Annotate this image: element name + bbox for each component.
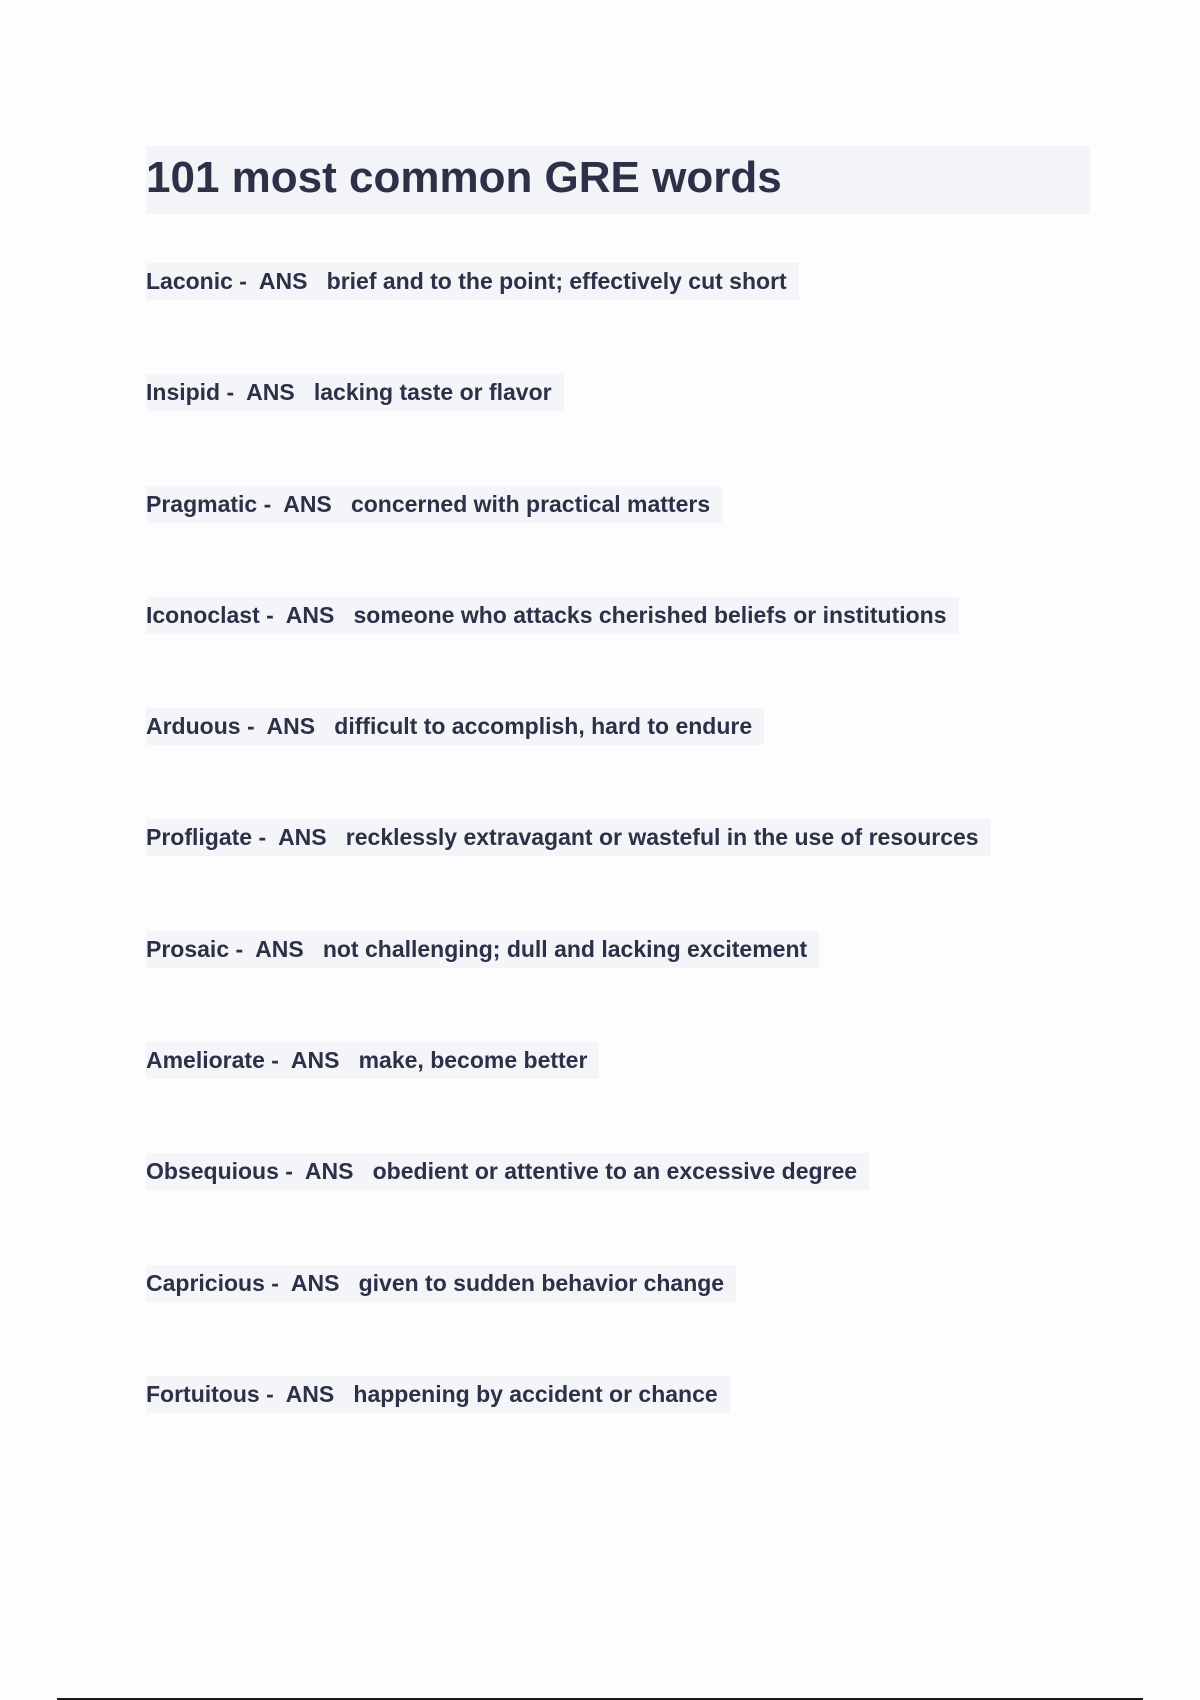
term: Laconic — [146, 268, 233, 294]
list-item — [146, 1265, 1090, 1376]
term: Iconoclast — [146, 601, 260, 628]
list-item — [146, 819, 1090, 930]
term: Profligate — [146, 824, 253, 851]
entry-line: Insipid - ANS lacking taste or flavor — [146, 374, 564, 411]
answer-marker: ANS — [285, 601, 335, 628]
term: Pragmatic — [146, 490, 258, 517]
list-item — [146, 374, 1090, 485]
definition: brief and to the point; effectively cut short — [326, 268, 787, 294]
definition: someone who attacks cherished beliefs or institutions — [353, 601, 947, 628]
definition: not challenging; dull and lacking excitement — [322, 935, 808, 962]
list-item — [146, 597, 1090, 708]
term: Prosaic — [146, 935, 230, 962]
answer-marker: ANS — [290, 1047, 340, 1074]
answer-marker: ANS — [258, 268, 308, 294]
term: Arduous — [146, 713, 241, 740]
term: Insipid — [146, 379, 221, 406]
entry-line: Obsequious - ANS obedient or attentive to an excessive degree — [146, 1153, 869, 1190]
definition: obedient or attentive to an excessive degree — [372, 1158, 858, 1185]
term: Ameliorate — [146, 1047, 265, 1074]
list-item — [146, 931, 1090, 1042]
definition: make, become better — [358, 1047, 588, 1074]
definition: given to sudden behavior change — [358, 1269, 725, 1296]
entry-line: Iconoclast - ANS someone who attacks cherished beliefs or institutions — [146, 597, 959, 634]
entry-line: Capricious - ANS given to sudden behavior change — [146, 1265, 736, 1302]
definition: happening by accident or chance — [353, 1380, 718, 1407]
answer-marker: ANS — [304, 1158, 354, 1185]
answer-marker: ANS — [266, 713, 316, 740]
list-item — [146, 1376, 1090, 1487]
list-item — [146, 708, 1090, 819]
term: Capricious — [146, 1269, 265, 1296]
term: Fortuitous — [146, 1380, 260, 1407]
answer-marker: ANS — [285, 1380, 335, 1407]
entry-line: Arduous - ANS difficult to accomplish, hard to endure — [146, 708, 764, 745]
entry-line: Fortuitous - ANS happening by accident or chance — [146, 1376, 730, 1413]
entry-line: Laconic - ANS brief and to the point; effectively cut short — [146, 263, 799, 300]
entry-list — [146, 263, 1090, 1487]
list-item — [146, 486, 1090, 597]
entry-line: Prosaic - ANS not challenging; dull and lacking excitement — [146, 931, 819, 968]
list-item — [146, 263, 1090, 374]
list-item — [146, 1042, 1090, 1153]
document-title: 101 most common GRE words — [146, 153, 782, 202]
answer-marker: ANS — [255, 935, 304, 962]
definition: recklessly extravagant or wasteful in the use of resources — [345, 824, 979, 851]
title-banner — [146, 146, 1090, 214]
answer-marker: ANS — [278, 824, 327, 851]
term: Obsequious — [146, 1158, 279, 1185]
definition: concerned with practical matters — [350, 490, 711, 517]
entry-line: Profligate - ANS recklessly extravagant or wasteful in the use of resources — [146, 819, 991, 856]
list-item — [146, 1153, 1090, 1264]
entry-line: Ameliorate - ANS make, become better — [146, 1042, 599, 1079]
definition: difficult to accomplish, hard to endure — [334, 713, 753, 740]
definition: lacking taste or flavor — [313, 379, 552, 406]
answer-marker: ANS — [290, 1269, 340, 1296]
entry-line: Pragmatic - ANS concerned with practical matters — [146, 486, 722, 523]
answer-marker: ANS — [283, 490, 332, 517]
answer-marker: ANS — [246, 379, 295, 406]
